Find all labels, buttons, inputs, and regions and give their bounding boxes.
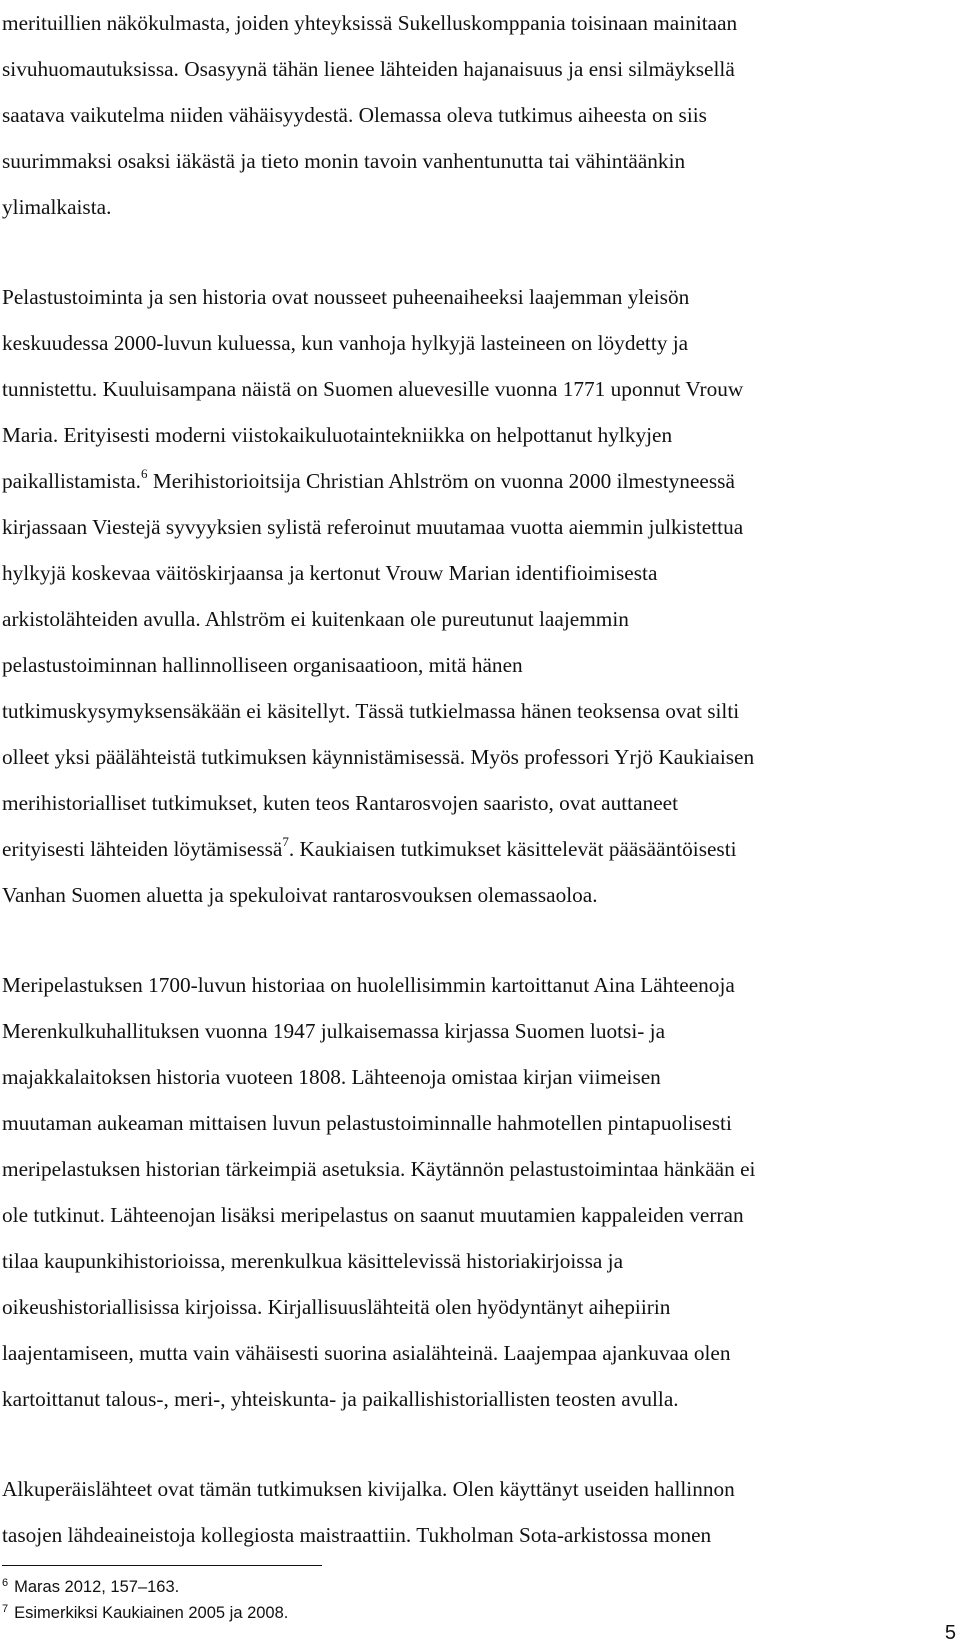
body-text [2,0,917,1558]
text-line: hylkyjä koskevaa väitöskirjaansa ja kertonut Vrouw Marian identifioimisesta [2,561,658,585]
text-line: tilaa kaupunkihistorioissa, merenkulkua käsittelevissä historiakirjoissa ja [2,1249,624,1273]
text-line: kirjassaan Viestejä syvyyksien sylistä referoinut muutamaa vuotta aiemmin julkistettua [2,515,744,539]
text-line-with-footnote-ref [2,826,917,872]
text-line: suurimmaksi osaksi iäkästä ja tieto monin tavoin vanhentunutta tai vähintäänkin [2,149,686,173]
footnote-divider [2,1565,322,1566]
text-line: tutkimuskysymyksensäkään ei käsitellyt. Tässä tutkielmassa hänen teoksensa ovat silti [2,699,740,723]
text-line: majakkalaitoksen historia vuoteen 1808. Lähteenoja omistaa kirjan viimeisen [2,1065,661,1089]
text-fragment: . Kaukiaisen tutkimukset käsittelevät pääsääntöisesti [288,837,737,861]
text-line: arkistolähteiden avulla. Ahlström ei kuitenkaan ole pureutunut laajemmin [2,607,629,631]
footnote-text: Esimerkiksi Kaukiainen 2005 ja 2008. [14,1604,289,1622]
footnote-text: Maras 2012, 157–163. [14,1578,180,1596]
text-line: muutaman aukeaman mittaisen luvun pelastustoiminnalle hahmotellen pintapuolisesti [2,1111,732,1135]
text-line: ole tutkinut. Lähteenojan lisäksi meripelastus on saanut muutamien kappaleiden verran [2,1203,744,1227]
text-line: merituillien näkökulmasta, joiden yhteyksissä Sukelluskomppania toisinaan mainitaan [2,11,738,35]
text-line: Alkuperäislähteet ovat tämän tutkimuksen kivijalka. Olen käyttänyt useiden hallinnon [2,1477,735,1501]
footnote [2,1600,902,1626]
text-fragment: Merihistorioitsija Christian Ahlström on vuonna 2000 ilmestyneessä [147,469,735,493]
footnote-reference[interactable]: 7 [282,833,289,849]
text-line: meripelastuksen historian tärkeimpiä asetuksia. Käytännön pelastustoimintaa hänkään ei [2,1157,756,1181]
text-line-with-footnote-ref [2,458,917,504]
text-line: laajentamiseen, mutta vain vähäisesti suorina asialähteinä. Laajempaa ajankuvaa olen [2,1341,731,1365]
text-line: keskuudessa 2000-luvun kuluessa, kun vanhoja hylkyjä lasteineen on löydetty ja [2,331,689,355]
paragraph-gap [2,230,917,274]
footnote-number: 7 [2,1602,9,1615]
text-line: oikeushistoriallisissa kirjoissa. Kirjallisuuslähteitä olen hyödyntänyt aihepiirin [2,1295,671,1319]
footnote-reference[interactable]: 6 [141,465,148,481]
text-line: Vanhan Suomen aluetta ja spekuloivat rantarosvouksen olemassaoloa. [2,883,598,907]
text-line: tasojen lähdeaineistoja kollegiosta maistraattiin. Tukholman Sota-arkistossa monen [2,1523,712,1547]
text-line: pelastustoiminnan hallinnolliseen organisaatioon, mitä hänen [2,653,523,677]
text-line: Maria. Erityisesti moderni viistokaikuluotaintekniikka on helpottanut hylkyjen [2,423,673,447]
footnotes [2,1574,902,1626]
paragraph-gap [2,918,917,962]
text-fragment: erityisesti lähteiden löytämisessä [2,837,283,861]
text-fragment: paikallistamista. [2,469,141,493]
footnote [2,1574,902,1600]
text-line: Merenkulkuhallituksen vuonna 1947 julkaisemassa kirjassa Suomen luotsi- ja [2,1019,666,1043]
paragraph-gap [2,1422,917,1466]
text-line: Pelastustoiminta ja sen historia ovat nousseet puheenaiheeksi laajemman yleisön [2,285,690,309]
page-number: 5 [944,1622,956,1644]
text-line: tunnistettu. Kuuluisampana näistä on Suomen aluevesille vuonna 1771 uponnut Vrouw [2,377,744,401]
text-line: Meripelastuksen 1700-luvun historiaa on huolellisimmin kartoittanut Aina Lähteenoja [2,973,735,997]
text-line: olleet yksi päälähteistä tutkimuksen käynnistämisessä. Myös professori Yrjö Kaukiaisen [2,745,755,769]
footnote-number: 6 [2,1576,9,1589]
text-line: ylimalkaista. [2,195,112,219]
text-line: saatava vaikutelma niiden vähäisyydestä. Olemassa oleva tutkimus aiheesta on siis [2,103,707,127]
text-line: merihistorialliset tutkimukset, kuten teos Rantarosvojen saaristo, ovat auttaneet [2,791,679,815]
text-line: sivuhuomautuksissa. Osasyynä tähän lienee lähteiden hajanaisuus ja ensi silmäyksellä [2,57,735,81]
text-line: kartoittanut talous-, meri-, yhteiskunta- ja paikallishistoriallisten teosten avulla. [2,1387,679,1411]
